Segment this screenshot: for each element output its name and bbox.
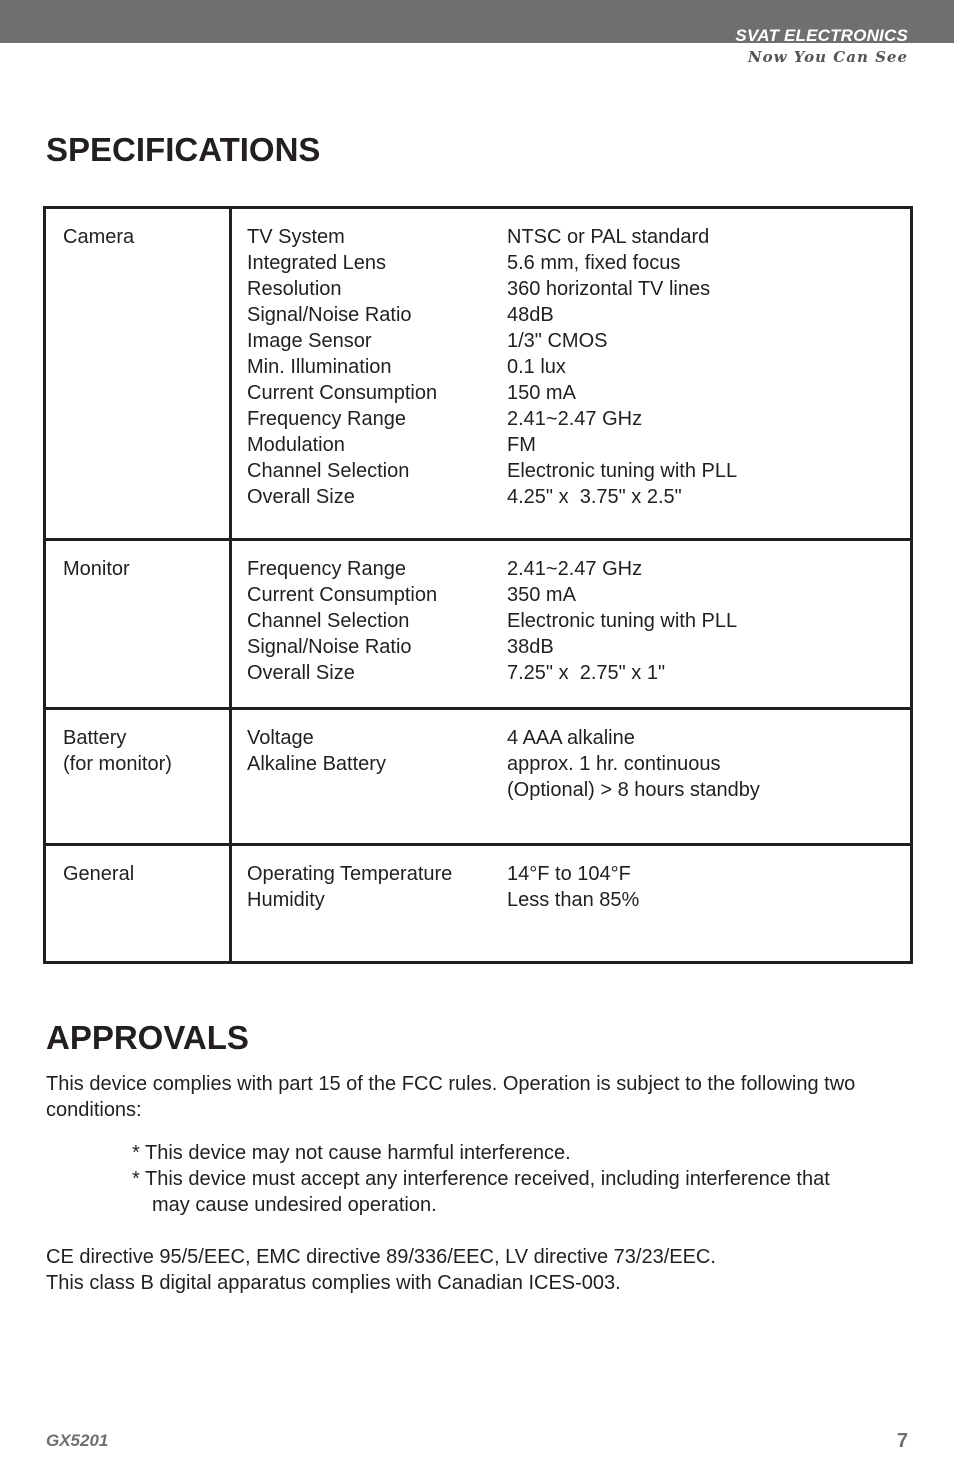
category-label: Battery (for monitor) — [63, 727, 172, 775]
param-name: Signal/Noise Ratio — [247, 636, 412, 658]
param-name: Overall Size — [247, 486, 355, 508]
param-name: Modulation — [247, 434, 345, 456]
param-value: 4.25" x 3.75" x 2.5" — [507, 486, 682, 508]
param-value: Less than 85% — [507, 889, 640, 911]
brand-name: SVAT ELECTRONICS — [735, 26, 908, 45]
approvals-title: APPROVALS — [46, 1019, 249, 1056]
spec-row-general — [46, 846, 910, 961]
param-name — [247, 777, 386, 803]
value-list — [507, 725, 760, 803]
param-name: Voltage — [247, 727, 314, 749]
ce-directive: CE directive 95/5/EEC, EMC directive 89/336/EEC, LV directive 73/23/EEC. — [46, 1246, 716, 1268]
category-label: General — [63, 863, 135, 885]
spec-row-battery — [46, 710, 910, 846]
param-name: Integrated Lens — [247, 252, 386, 274]
param-name: Frequency Range — [247, 408, 406, 430]
param-value: 150 mA — [507, 382, 576, 404]
param-value: NTSC or PAL standard — [507, 226, 710, 248]
param-name: Channel Selection — [247, 610, 410, 632]
param-name: Image Sensor — [247, 330, 372, 352]
param-value: 1/3" CMOS — [507, 330, 608, 352]
condition-item: * This device may not cause harmful interference. — [132, 1142, 571, 1164]
param-name: TV System — [247, 226, 345, 248]
param-name: Overall Size — [247, 662, 355, 684]
param-value: 2.41~2.47 GHz — [507, 558, 643, 580]
param-value: 38dB — [507, 636, 554, 658]
param-value: (Optional) > 8 hours standby — [507, 779, 760, 801]
param-value: Electronic tuning with PLL — [507, 460, 738, 482]
param-value: approx. 1 hr. continuous — [507, 753, 721, 775]
param-value: 14°F to 104°F — [507, 863, 631, 885]
param-value: 4 AAA alkaline — [507, 727, 635, 749]
param-name: Min. Illumination — [247, 356, 392, 378]
value-list — [507, 861, 639, 913]
condition-text: * This device must accept any interference received, including interference that — [132, 1168, 830, 1190]
param-value: 5.6 mm, fixed focus — [507, 252, 681, 274]
param-value: 7.25" x 2.75" x 1" — [507, 662, 666, 684]
param-value: 360 horizontal TV lines — [507, 278, 711, 300]
param-name: Signal/Noise Ratio — [247, 304, 412, 326]
param-value: 48dB — [507, 304, 554, 326]
param-value: 0.1 lux — [507, 356, 566, 378]
specifications-table — [43, 206, 913, 964]
param-list — [247, 725, 386, 803]
param-name: Alkaline Battery — [247, 753, 386, 775]
page-number: 7 — [896, 1430, 908, 1452]
value-list — [507, 224, 737, 510]
value-list — [507, 556, 737, 686]
param-list — [247, 224, 437, 510]
specifications-title: SPECIFICATIONS — [46, 131, 321, 168]
condition-text-continued: may cause undesired operation. — [152, 1194, 437, 1216]
param-name: Frequency Range — [247, 558, 406, 580]
param-value: 2.41~2.47 GHz — [507, 408, 643, 430]
param-name: Resolution — [247, 278, 342, 300]
param-value: FM — [507, 434, 536, 456]
param-list — [247, 861, 452, 913]
param-value: Electronic tuning with PLL — [507, 610, 738, 632]
param-name: Operating Temperature — [247, 863, 453, 885]
param-name: Humidity — [247, 889, 325, 911]
category-label: Monitor — [63, 558, 130, 580]
approvals-intro: This device complies with part 15 of the FCC rules. Operation is subject to the following two conditions: — [46, 1073, 856, 1121]
param-name: Current Consumption — [247, 584, 438, 606]
param-list — [247, 556, 437, 686]
spec-row-camera — [46, 209, 910, 541]
model-number: GX5201 — [46, 1431, 109, 1450]
param-name: Channel Selection — [247, 460, 410, 482]
param-name: Current Consumption — [247, 382, 438, 404]
spec-row-monitor — [46, 541, 910, 710]
category-label: Camera — [63, 226, 135, 248]
brand-tagline: Now You Can See — [747, 48, 908, 66]
ices-statement: This class B digital apparatus complies with Canadian ICES-003. — [46, 1272, 621, 1294]
param-value: 350 mA — [507, 584, 576, 606]
condition-item — [132, 1166, 912, 1218]
